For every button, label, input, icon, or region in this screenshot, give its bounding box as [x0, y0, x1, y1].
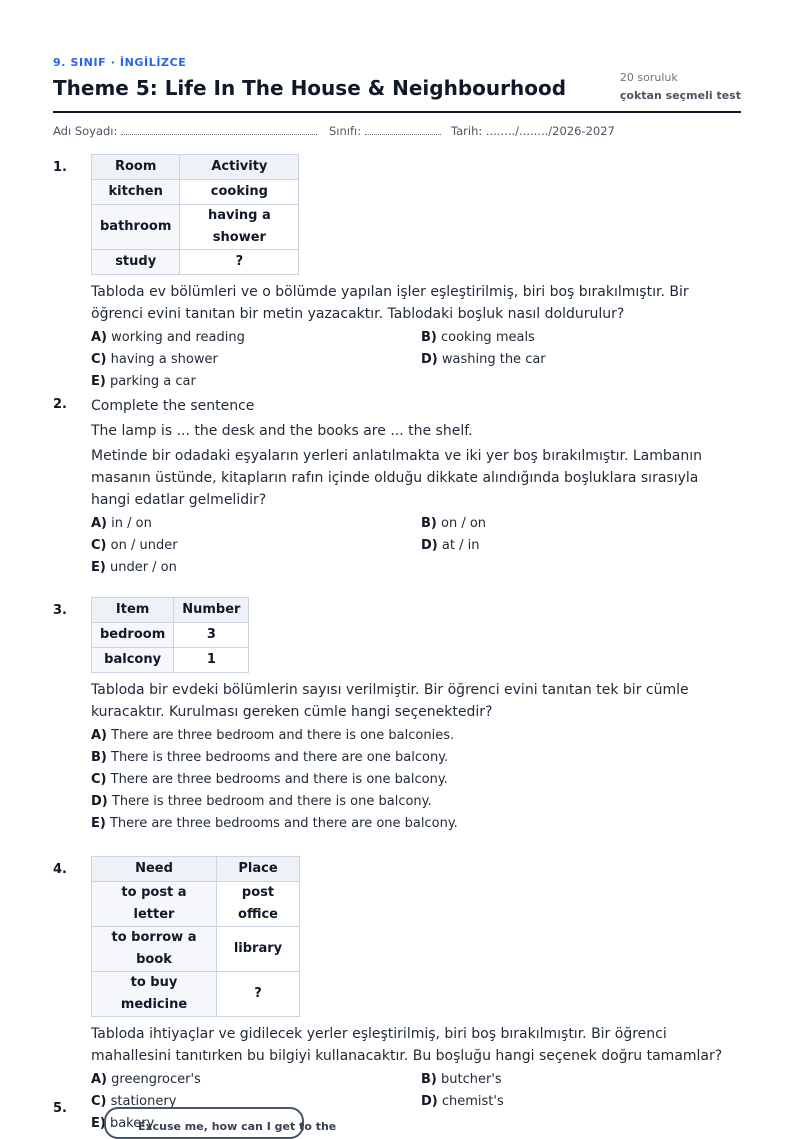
option-b[interactable]: B) on / on — [421, 516, 487, 531]
date-value: ......../......../2026-2027 — [485, 124, 615, 138]
answer-options — [91, 513, 741, 579]
need-place-table — [91, 856, 300, 1017]
table-cell: cooking — [180, 180, 299, 205]
table-cell: ? — [180, 250, 299, 275]
table-cell: kitchen — [92, 180, 180, 205]
question-number: 5. — [53, 1101, 67, 1116]
option-e[interactable]: E) There are three bedrooms and there are one balcony. — [91, 816, 458, 831]
class-label: Sınıfı: — [329, 124, 362, 138]
table-row — [92, 972, 300, 1017]
option-a[interactable]: A) in / on — [91, 516, 152, 531]
table-row — [92, 250, 299, 275]
table-row — [92, 205, 299, 250]
option-e[interactable]: E) bakery — [91, 1116, 155, 1131]
table-cell: study — [92, 250, 180, 275]
table-cell: bathroom — [92, 205, 180, 250]
table-cell: to post a letter — [92, 882, 217, 927]
question-number: 4. — [53, 862, 67, 877]
table-header: Number — [174, 598, 249, 623]
option-c[interactable]: C) having a shower — [91, 352, 218, 367]
table-cell: to borrow a book — [92, 927, 217, 972]
question-number: 2. — [53, 397, 67, 412]
date-label: Tarih: — [451, 124, 483, 138]
subject-label: 9. SINIF · İNGİLİZCE — [53, 56, 187, 69]
table-row — [92, 623, 249, 648]
table-header-row — [92, 155, 299, 180]
question-count: 20 soruluk — [619, 71, 678, 84]
question-stem: Metinde bir odadaki eşyaların yerleri anlatılmakta ve iki yer boş bırakılmıştır. Lambanın masanın üstünde, kitapların rafın içinde olduğu dikkate alındığında boşluklara sırasıyla hangi edatlar gelmelidir? — [91, 448, 702, 508]
option-d[interactable]: D) chemist's — [421, 1094, 504, 1109]
table-cell: post office — [217, 882, 300, 927]
option-a[interactable]: A) greengrocer's — [91, 1072, 201, 1087]
class-field[interactable] — [329, 124, 441, 138]
answer-options — [91, 725, 741, 835]
speech-bubble — [104, 1107, 337, 1139]
question-number: 3. — [53, 603, 67, 618]
question-stem: Tabloda ev bölümleri ve o bölümde yapılan işler eşleştirilmiş, biri boş bırakılmıştır. Bir öğrenci evini tanıtan bir metin yazacaktır. Tablodaki boşluk nasıl doldurulur? — [91, 284, 689, 322]
question-stem: Tabloda ihtiyaçlar ve gidilecek yerler eşleştirilmiş, biri boş bırakılmıştır. Bir öğrenci mahallesini tanıtırken bu bilgiyi kullanacaktır. Bu boşluğu hangi seçenek doğru tamamlar? — [91, 1026, 723, 1064]
table-cell: balcony — [92, 648, 174, 673]
table-header: Need — [92, 857, 217, 882]
table-row — [92, 927, 300, 972]
table-cell: to buy medicine — [92, 972, 217, 1017]
answer-options — [91, 327, 741, 393]
name-label: Adı Soyadı: — [53, 124, 118, 138]
table-cell: 3 — [174, 623, 249, 648]
sentence-line: The lamp is ... the desk and the books are ... the shelf. — [91, 423, 473, 439]
test-type: çoktan seçmeli test — [619, 89, 741, 102]
question-stem: Tabloda bir evdeki bölümlerin sayısı verilmiştir. Bir öğrenci evini tanıtan tek bir cümle kuracaktır. Kurulması gereken cümle hangi seçenektedir? — [91, 682, 689, 720]
table-header: Room — [92, 155, 180, 180]
page-title: Theme 5: Life In The House & Neighbourhood — [53, 76, 567, 100]
option-a[interactable]: A) working and reading — [91, 330, 245, 345]
option-c[interactable]: C) on / under — [91, 538, 178, 553]
class-blank[interactable] — [365, 124, 441, 135]
option-b[interactable]: B) cooking meals — [421, 330, 535, 345]
table-row — [92, 180, 299, 205]
instruction-line: Complete the sentence — [91, 398, 255, 414]
option-c[interactable]: C) stationery — [91, 1094, 177, 1109]
table-header-row — [92, 857, 300, 882]
header-divider — [53, 111, 741, 113]
test-meta — [620, 71, 741, 102]
table-header: Activity — [180, 155, 299, 180]
option-d[interactable]: D) at / in — [421, 538, 480, 553]
table-cell: library — [217, 927, 300, 972]
name-field[interactable] — [53, 124, 317, 138]
table-header-row — [92, 598, 249, 623]
date-field[interactable] — [451, 124, 615, 138]
option-d[interactable]: D) washing the car — [421, 352, 546, 367]
table-header: Item — [92, 598, 174, 623]
table-cell: 1 — [174, 648, 249, 673]
table-row — [92, 882, 300, 927]
table-header: Place — [217, 857, 300, 882]
option-e[interactable]: E) parking a car — [91, 374, 196, 389]
option-d[interactable]: D) There is three bedroom and there is one balcony. — [91, 794, 432, 809]
name-blank[interactable] — [121, 124, 317, 135]
speech-bubble-text: Excuse me, how can I get to the — [138, 1120, 337, 1133]
table-cell: having a shower — [180, 205, 299, 250]
option-b[interactable]: B) butcher's — [421, 1072, 502, 1087]
option-b[interactable]: B) There is three bedrooms and there are one balcony. — [91, 750, 449, 765]
question-number: 1. — [53, 160, 67, 175]
option-e[interactable]: E) under / on — [91, 560, 177, 575]
table-cell: ? — [217, 972, 300, 1017]
option-a[interactable]: A) There are three bedroom and there is one balconies. — [91, 728, 455, 743]
option-c[interactable]: C) There are three bedrooms and there is one balcony. — [91, 772, 448, 787]
item-number-table — [91, 597, 249, 673]
table-cell: bedroom — [92, 623, 174, 648]
room-activity-table — [91, 154, 299, 275]
table-row — [92, 648, 249, 673]
